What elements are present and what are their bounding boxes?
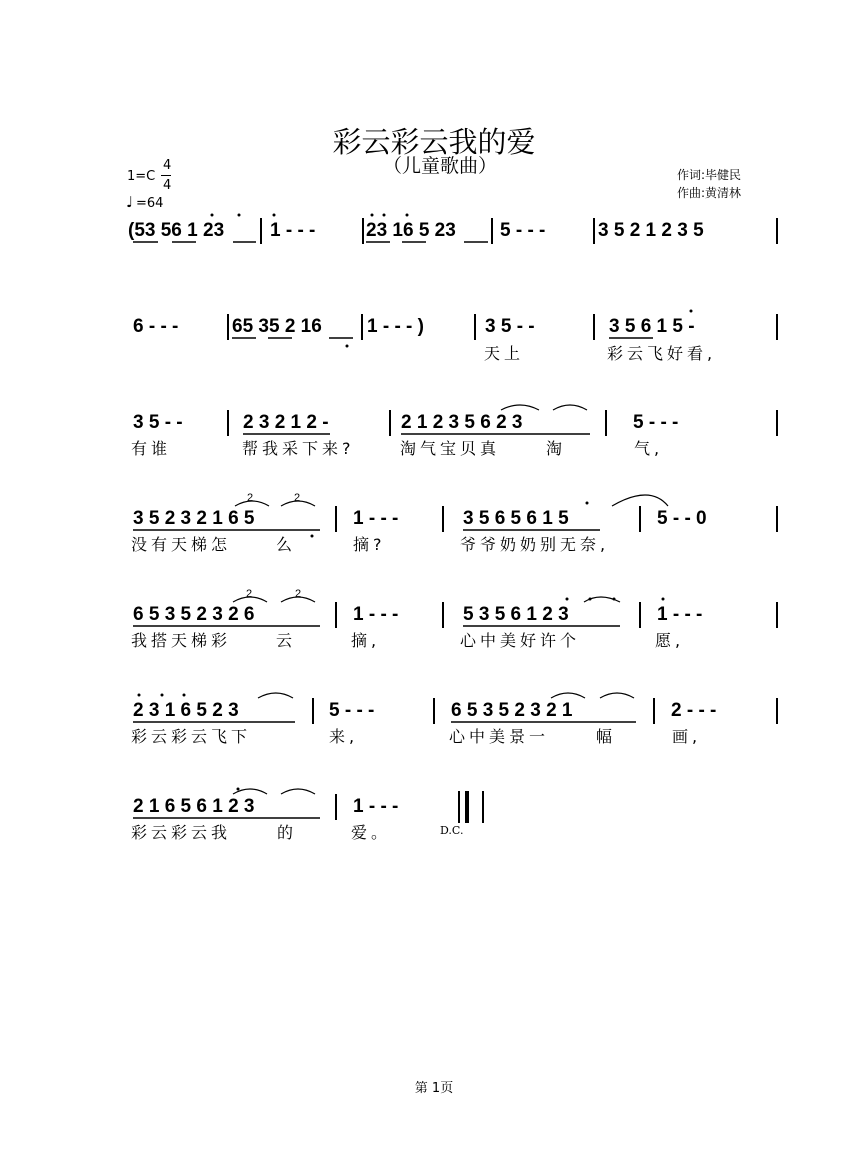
svg-text:2: 2 [295,588,302,600]
time-signature-top: 4 [163,158,172,173]
time-signature-line [161,175,171,176]
lyric-text: 来, [329,727,359,746]
bar-line [776,314,778,340]
song-subtitle: （儿童歌曲） [382,155,497,177]
song-title: 彩云彩云我的爱 [332,125,536,159]
bar-line [482,791,484,823]
lyric-text: 气, [634,439,664,458]
measure-notes: 6 5 3 5 2 3 2 6 [133,604,255,625]
bar-line [776,218,778,244]
lyric-text: 我搭天梯彩 [131,631,232,650]
bar-line [491,218,493,244]
bar-line [776,410,778,436]
lyric-text: 云 [276,631,297,650]
measure-notes: 1 - - - [270,220,316,241]
svg-text:2: 2 [246,588,253,600]
bar-line [335,506,337,532]
measure-notes: 6 - - - [133,316,179,337]
svg-text:2: 2 [294,492,301,504]
final-bar-line-thick [465,791,469,823]
lyric-text: 帮我采下来? [242,439,355,458]
bar-line [389,410,391,436]
lyric-text: 淘 [546,439,567,458]
lyric-text: 么 [276,535,297,554]
bar-line [312,698,314,724]
lyric-text: 愿, [655,631,685,650]
measure-notes: 5 - - - [500,220,546,241]
bar-line [593,218,595,244]
measure-notes: 2 3 1 6 5 2 3 [133,700,239,721]
lyric-text: 爱。 [351,823,392,842]
bar-line [227,410,229,436]
bar-line [260,218,262,244]
bar-line [442,602,444,628]
bar-line [639,506,641,532]
measure-notes: 3 5 2 3 2 1 6 5 [133,508,255,529]
measure-notes: 1 - - - ) [367,316,424,337]
composer-credit: 作曲:黄清林 [677,186,742,200]
lyric-text: 彩云彩云我 [131,823,232,842]
bar-line [361,314,363,340]
measure-notes: 3 5 - - [485,316,535,337]
final-bar-line [458,791,460,823]
bar-line [605,410,607,436]
tempo-mark: =64 [136,196,164,211]
lyric-text: 摘? [353,535,386,554]
lyric-text: 摘, [351,631,381,650]
measure-notes: (53 56 1 23 [128,220,225,241]
measure-notes: 6 5 3 5 2 3 2 1 [451,700,573,721]
bar-line [776,698,778,724]
measure-notes: 1 - - - [657,604,703,625]
lyric-text: 彩云飞好看, [607,344,717,363]
key-signature: 1=C [127,169,156,184]
bar-line [433,698,435,724]
measure-notes: 23 16 5 23 [366,220,456,241]
time-signature-bottom: 4 [163,178,172,193]
measure-notes: 1 - - - [353,508,399,529]
measure-notes: 5 - - - [633,412,679,433]
da-capo-mark: D.C. [440,824,464,837]
bar-line [335,602,337,628]
bar-line [639,602,641,628]
lyric-text: 有谁 [131,439,172,458]
svg-text:2: 2 [247,492,254,504]
lyric-text: 心中美好许个 [460,631,581,650]
bar-line [362,218,364,244]
measure-notes: 3 5 6 5 6 1 5 [463,508,569,529]
measure-notes: 3 5 6 1 5 - [609,316,695,337]
measure-notes: 65 35 2 16 [232,316,322,337]
bar-line [776,602,778,628]
measure-notes: 5 - - 0 [657,508,707,529]
measure-notes: 1 - - - [353,604,399,625]
lyric-text: 淘气宝贝真 [400,439,501,458]
measure-notes: 2 - - - [671,700,717,721]
lyric-text: 心中美景一 [449,727,550,746]
measure-notes: 2 3 2 1 2 - [243,412,329,433]
lyric-text: 幅 [596,727,617,746]
measure-notes: 3 5 - - [133,412,183,433]
measure-notes: 5 - - - [329,700,375,721]
bar-line [776,506,778,532]
bar-line [227,314,229,340]
lyric-text: 天上 [484,344,525,363]
bar-line [593,314,595,340]
page-number: 第 1页 [414,1081,454,1096]
bar-line [653,698,655,724]
lyric-text: 的 [277,823,298,842]
measure-notes: 3 5 2 1 2 3 5 [598,220,704,241]
lyricist-credit: 作词:毕健民 [677,168,742,182]
bar-line [442,506,444,532]
bar-line [474,314,476,340]
measure-notes: 5 3 5 6 1 2 3 [463,604,569,625]
bar-line [335,794,337,820]
measure-notes: 1 - - - [353,796,399,817]
quarter-note-icon: ♩ [126,193,134,211]
lyric-text: 彩云彩云飞下 [131,727,252,746]
lyric-text: 画, [672,727,702,746]
measure-notes: 2 1 6 5 6 1 2 3 [133,796,255,817]
lyric-text: 爷爷奶奶别无奈, [460,535,610,554]
measure-notes: 2 1 2 3 5 6 2 3 [401,412,523,433]
lyric-text: 没有天梯怎 [131,535,232,554]
